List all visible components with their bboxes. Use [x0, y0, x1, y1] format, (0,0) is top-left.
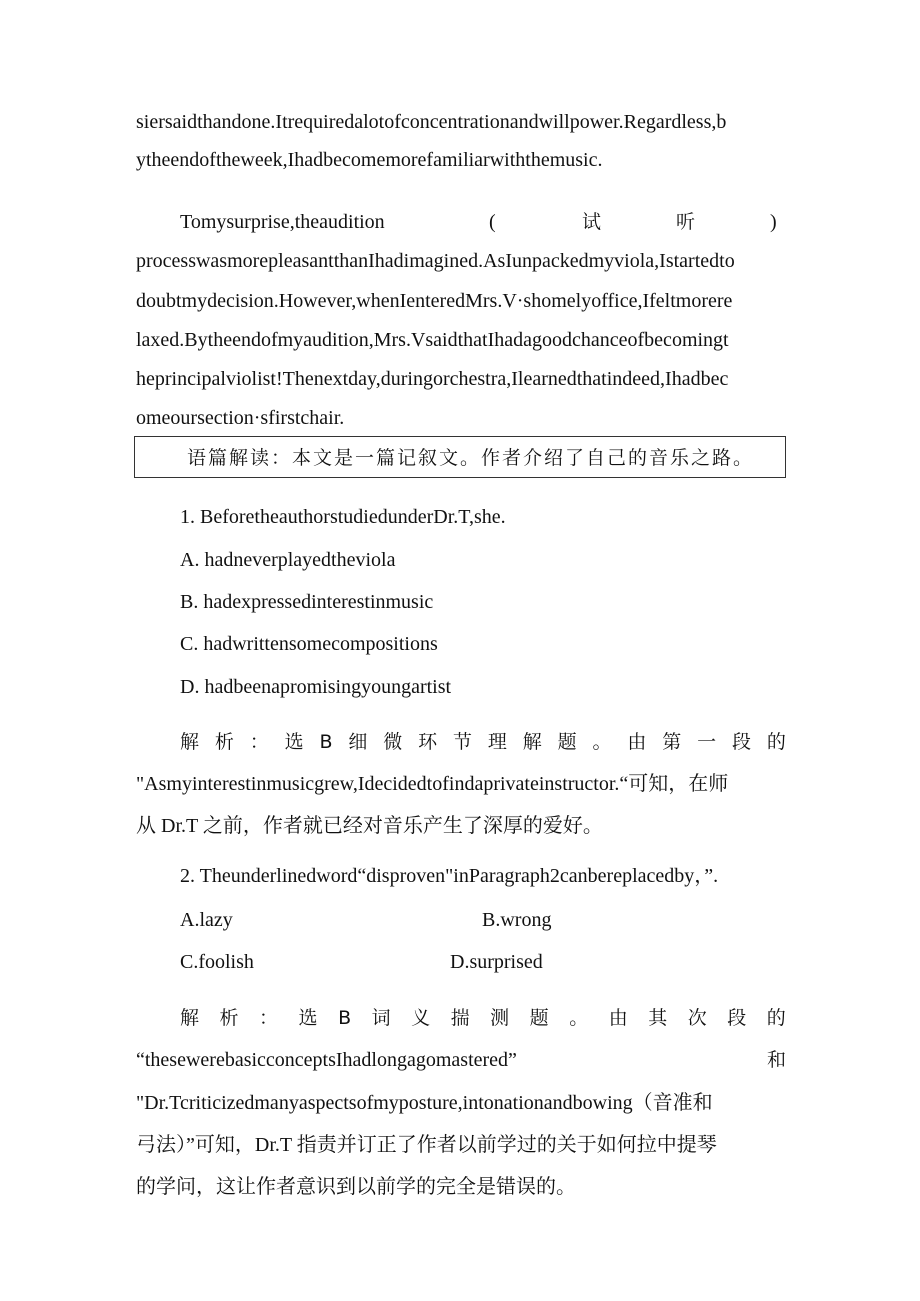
spread-char: ：: [249, 731, 269, 753]
question-option: D.surprised: [450, 951, 543, 973]
answer-text: 和: [766, 1049, 786, 1071]
spread-char: 一: [697, 731, 717, 753]
spread-char: 析: [219, 1007, 239, 1029]
answer-line: 弓法）”可知，Dr.T 指责并订正了作者以前学过的关于如何拉中提琴: [136, 1134, 717, 1156]
spread-char: 测: [490, 1007, 510, 1029]
spread-char: B: [338, 1007, 352, 1029]
spread-char: 细: [348, 731, 368, 753]
spread-char: ：: [259, 1007, 279, 1029]
spread-char: 义: [411, 1007, 431, 1029]
passage-line: laxed.Bytheendofmyaudition,Mrs.VsaidthatIhadagoodchanceofbecomingt: [136, 329, 729, 351]
spread-char: 解: [180, 731, 200, 753]
spread-char: 的: [766, 731, 786, 753]
answer-line-split: [136, 1046, 786, 1074]
spread-char: 。: [569, 1007, 589, 1029]
spread-char: 解: [522, 731, 542, 753]
question-option: A.lazy: [180, 909, 233, 931]
passage-line-spread: [180, 208, 786, 236]
question-options-row: [180, 948, 786, 976]
spread-char: 词: [371, 1007, 391, 1029]
question-stem: 1. BeforetheauthorstudiedunderDr.T,she.: [180, 506, 506, 528]
spread-char: 。: [592, 731, 612, 753]
question-option: C. hadwrittensomecompositions: [180, 633, 438, 655]
question-option: B. hadexpressedinterestinmusic: [180, 591, 434, 613]
spread-char: 析: [214, 731, 234, 753]
gloss-char: 听: [676, 211, 696, 233]
spread-char: B: [319, 731, 333, 753]
spread-char: 环: [418, 731, 438, 753]
summary-text: 语篇解读：本文是一篇记叙文。作者介绍了自己的音乐之路。: [187, 447, 755, 469]
answer-line: "Asmyinterestinmusicgrew,Idecidedtofindaprivateinstructor.“可知，在师: [136, 773, 729, 795]
answer-text: “thesewerebasicconceptsIhadlongagomastered”: [136, 1049, 517, 1071]
paren-close: ): [770, 211, 777, 233]
spread-char: 题: [557, 731, 577, 753]
spread-char: 由: [608, 1007, 628, 1029]
question-options-row: [180, 906, 786, 934]
spread-char: 揣: [450, 1007, 470, 1029]
paren-open: (: [489, 211, 496, 233]
question-option: D. hadbeenapromisingyoungartist: [180, 676, 452, 698]
spread-char: 段: [727, 1007, 747, 1029]
spread-char: 由: [627, 731, 647, 753]
spread-char: 的: [766, 1007, 786, 1029]
answer-line-spread: [180, 1004, 786, 1032]
spread-char: 解: [180, 1007, 200, 1029]
passage-line: siersaidthandone.Itrequiredalotofconcentrationandwillpower.Regardless,b: [136, 111, 727, 133]
passage-line: ytheendoftheweek,Ihadbecomemorefamiliarwiththemusic.: [136, 149, 603, 171]
spread-char: 次: [687, 1007, 707, 1029]
answer-line-spread: [180, 728, 786, 756]
spread-char: 理: [487, 731, 507, 753]
passage-line: doubtmydecision.However,whenIenteredMrs.V·shomelyoffice,Ifeltmorere: [136, 290, 733, 312]
question-option: A. hadneverplayedtheviola: [180, 549, 396, 571]
answer-line: 的学问，这让作者意识到以前学的完全是错误的。: [136, 1176, 576, 1198]
spread-char: 选: [298, 1007, 318, 1029]
spread-char: 选: [284, 731, 304, 753]
spread-char: 题: [529, 1007, 549, 1029]
answer-line: "Dr.Tcriticizedmanyaspectsofmyposture,intonationandbowing（音准和: [136, 1092, 713, 1114]
passage-line: processwasmorepleasantthanIhadimagined.AsIunpackedmyviola,Istartedto: [136, 250, 735, 272]
passage-line: omeoursection·sfirstchair.: [136, 407, 345, 429]
spread-char: 第: [662, 731, 682, 753]
question-option: C.foolish: [180, 951, 254, 973]
passage-line: heprincipalviolist!Thenextday,duringorchestra,Ilearnedthatindeed,Ihadbec: [136, 368, 729, 390]
summary-box: [134, 436, 786, 478]
passage-text: Tomysurprise,theaudition: [180, 211, 385, 233]
question-stem: 2. Theunderlinedword“disproven"inParagraph2canbereplacedby，”.: [180, 865, 719, 887]
answer-line: 从 Dr.T 之前，作者就已经对音乐产生了深厚的爱好。: [136, 815, 603, 837]
spread-char: 节: [453, 731, 473, 753]
spread-char: 微: [383, 731, 403, 753]
spread-char: 其: [648, 1007, 668, 1029]
gloss-char: 试: [582, 211, 602, 233]
spread-char: 段: [732, 731, 752, 753]
question-option: B.wrong: [482, 909, 552, 931]
